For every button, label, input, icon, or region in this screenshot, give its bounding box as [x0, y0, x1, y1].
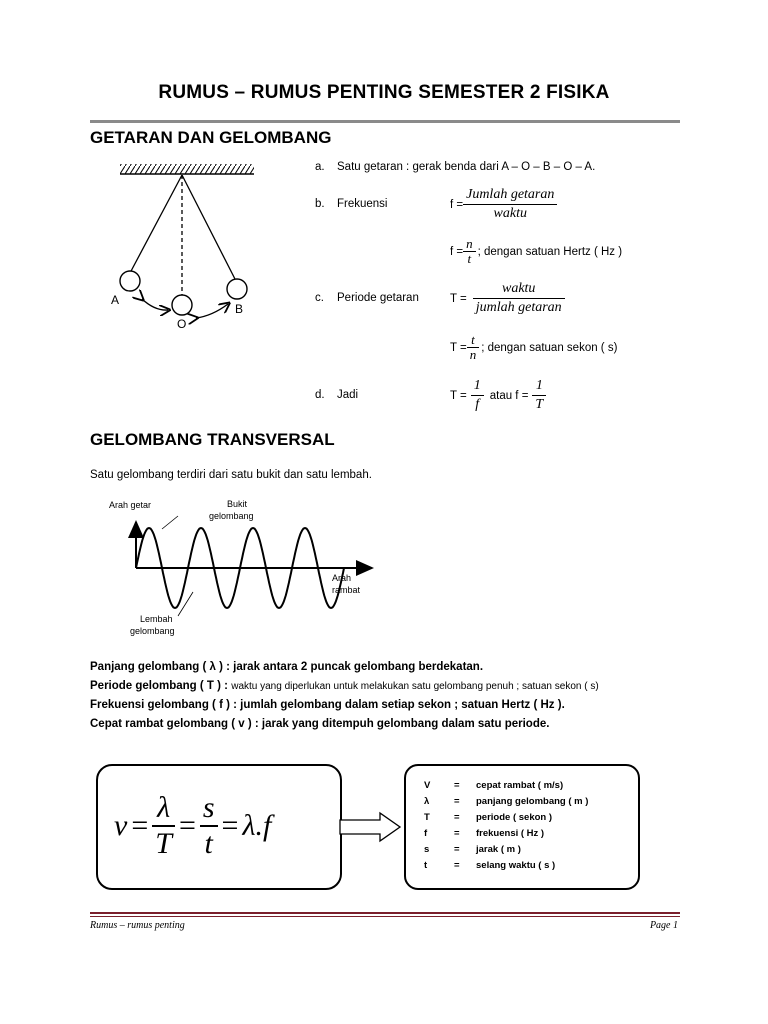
symbol-legend-box: [404, 764, 640, 890]
label-bukit-2: gelombang: [209, 511, 254, 521]
footer-rule-thin: [90, 916, 680, 917]
leader-lembah: [178, 592, 193, 616]
main-formula: v = $\frac{\lambda}{T}$ = $\frac{s}{t}$ = λ.f: [114, 791, 272, 860]
legend-row: [406, 858, 638, 874]
pendulum-diagram: [100, 158, 270, 333]
def-cepat-rambat: Cepat rambat gelombang ( v ) : jarak yang ditempuh gelombang dalam satu periode.: [90, 718, 550, 730]
legend-desc: cepat rambat ( m/s): [476, 780, 564, 791]
transverse-wave-diagram: [100, 494, 390, 644]
legend-sym: T: [424, 812, 430, 823]
bob-o: [172, 295, 192, 315]
label-arah-2: rambat: [332, 585, 361, 595]
pendulum-string-left: [130, 175, 182, 273]
item-c-label: Periode getaran: [337, 292, 419, 304]
label-arah-getar: Arah getar: [109, 500, 152, 510]
legend-eq: =: [454, 812, 460, 823]
legend-sym: λ: [424, 796, 430, 807]
swing-arrow-right: [196, 304, 228, 318]
hollow-arrow-icon: [338, 810, 404, 844]
formula-box: [96, 764, 342, 890]
label-bukit-1: Bukit: [227, 499, 248, 509]
item-d: d. Jadi: [315, 389, 359, 401]
footer-left-text: Rumus – rumus penting: [90, 920, 185, 931]
legend-desc: panjang gelombang ( m ): [476, 796, 589, 807]
section-heading-getaran: GETARAN DAN GELOMBANG: [90, 128, 332, 147]
wave-intro-text: Satu gelombang terdiri dari satu bukit dan satu lembah.: [90, 469, 372, 481]
item-c: c. Periode getaran: [315, 292, 419, 304]
formula-frekuensi-2: f = $\frac{n}{t}$ ; dengan satuan Hertz ( Hz ): [450, 236, 623, 266]
label-b: B: [235, 302, 244, 316]
symbol-legend-list: [406, 778, 638, 874]
section-heading-transversal: GELOMBANG TRANSVERSAL: [90, 430, 335, 449]
leader-arah-getar: [162, 516, 178, 529]
legend-eq: =: [454, 844, 460, 855]
def-periode-gelombang: Periode gelombang ( T ) : waktu yang diperlukan untuk melakukan satu gelombang penuh ; satuan sekon ( s): [90, 680, 599, 692]
formula-jadi: T = $\frac{1}{f}$ atau f = $\frac{1}{T}$: [450, 377, 546, 414]
legend-row: [406, 842, 638, 858]
formula-periode-1: T = $\frac{\text{waktu}}{\text{jumlah getaran}}$: [450, 280, 565, 317]
legend-sym: V: [424, 780, 431, 791]
def-panjang-gelombang: Panjang gelombang ( λ ) : jarak antara 2 puncak gelombang berdekatan.: [90, 661, 484, 673]
item-d-label: Jadi: [337, 389, 359, 401]
wave-definitions: [90, 658, 710, 734]
item-b-label: Frekuensi: [337, 198, 388, 210]
legend-sym: f: [424, 828, 428, 839]
footer-rule: [90, 912, 680, 914]
bob-a: [120, 271, 140, 291]
footer-page-number: Page 1: [649, 920, 678, 931]
def-frekuensi-gelombang: Frekuensi gelombang ( f ) : jumlah gelombang dalam setiap sekon ; satuan Hertz ( Hz ).: [90, 699, 565, 711]
legend-eq: =: [454, 780, 460, 791]
title-divider: [90, 120, 680, 123]
swing-arrow-left: [142, 299, 168, 310]
legend-desc: periode ( sekon ): [476, 812, 553, 823]
legend-desc: jarak ( m ): [476, 844, 521, 855]
item-a-text: Satu getaran : gerak benda dari A – O – B – O – A.: [337, 161, 596, 173]
label-o: O: [177, 317, 187, 331]
legend-eq: =: [454, 828, 460, 839]
label-arah-1: Arah: [332, 573, 352, 583]
legend-sym: t: [424, 860, 428, 871]
legend-eq: =: [454, 860, 460, 871]
formula-frekuensi-1: f = $\frac{\text{Jumlah getaran}}{\text{waktu}}$: [450, 186, 557, 223]
formula-periode-2: T = $\frac{t}{n}$ ; dengan satuan sekon ( s): [450, 332, 618, 362]
item-b: b. Frekuensi: [315, 198, 388, 210]
legend-desc: frekuensi ( Hz ): [476, 828, 545, 839]
item-a: a. Satu getaran : gerak benda dari A – O – B – O – A.: [315, 161, 596, 173]
legend-row: [406, 826, 638, 842]
legend-row: [406, 778, 638, 794]
legend-row: [406, 794, 638, 810]
pendulum-string-right: [182, 175, 236, 281]
page-title: RUMUS – RUMUS PENTING SEMESTER 2 FISIKA: [158, 82, 610, 103]
legend-row: [406, 810, 638, 826]
legend-eq: =: [454, 796, 460, 807]
ceiling-hatch: [120, 164, 254, 174]
label-lembah-2: gelombang: [130, 626, 175, 636]
label-lembah-1: Lembah: [140, 614, 173, 624]
bob-b: [227, 279, 247, 299]
legend-sym: s: [424, 844, 430, 855]
legend-desc: selang waktu ( s ): [476, 860, 556, 871]
label-a: A: [111, 293, 120, 307]
